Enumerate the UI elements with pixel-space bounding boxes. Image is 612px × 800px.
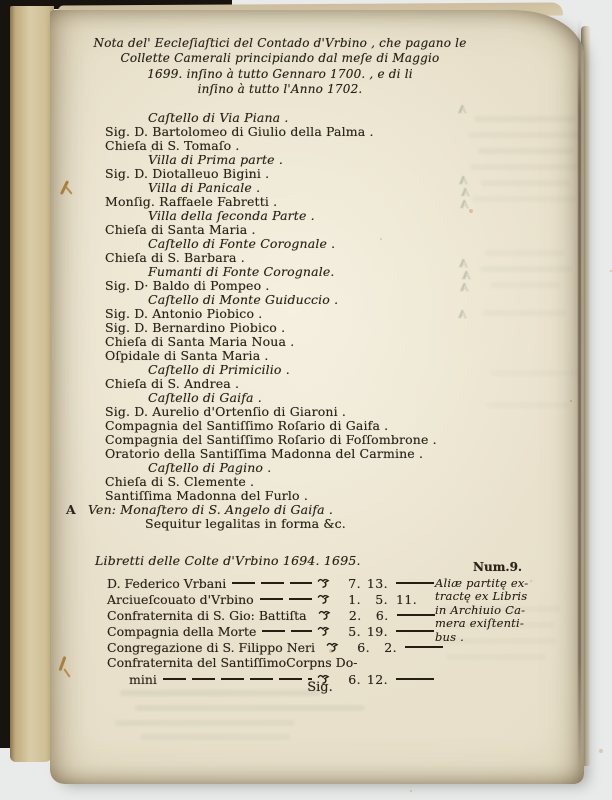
stitch-thread [63, 668, 70, 677]
table-row [107, 639, 454, 655]
scribal-flourish-icon [317, 577, 330, 589]
row-name: Confraternita del SantiſſimoCorpns Do- [107, 655, 358, 670]
note-line: tractę ex Libris [435, 589, 528, 604]
colte-section [95, 553, 455, 687]
margin-letter-a: A [66, 502, 76, 517]
list-item: Caſtello di Primicilio . [148, 362, 290, 377]
bleedthrough-a: A [459, 174, 468, 187]
list-item: Sig. D. Diotalleuo Bigini . [105, 166, 270, 181]
bleedthrough-text [140, 734, 290, 740]
heading-line: inſino à tutto l'Anno 1702. [197, 82, 363, 97]
ecclesiastici-list [88, 110, 575, 531]
note-line: Aliæ partitę ex- [435, 576, 529, 590]
amount-col-2: 19. [366, 623, 388, 639]
amount-col-1: 5. [348, 623, 361, 639]
amount-col-1: 6. [348, 671, 361, 687]
amount-col-1: 1. [348, 591, 361, 607]
leader-dashes [232, 582, 312, 585]
blank-dash [396, 630, 434, 633]
amount-col-1: 6. [357, 639, 371, 655]
table-row [107, 623, 454, 639]
bleedthrough-a: A [458, 103, 467, 116]
note-line: bus . [435, 629, 464, 644]
scribal-flourish-icon [317, 625, 330, 637]
table-row [107, 591, 454, 607]
bleedthrough-a: A [458, 308, 467, 321]
marginal-note [435, 560, 575, 644]
amount-col-2: 5. [375, 591, 388, 607]
note-line: mera exiſtenti- [435, 616, 524, 631]
list-item: Chieſa di S. Tomaſo . [105, 138, 240, 153]
book-page [50, 10, 584, 784]
list-item: Sig. D· Baldo di Pompeo . [105, 278, 270, 293]
list-item: Caſtello di Fonte Corognale . [148, 236, 336, 251]
colte-table [107, 575, 454, 655]
bleedthrough-text [115, 720, 295, 726]
row-name: Congregazione di S. Filippo Neri [107, 639, 316, 655]
list-item: Sig. D. Aurelio d'Ortenſio di Giaroni . [105, 404, 346, 419]
bleedthrough-a: A [460, 198, 469, 211]
list-item: Fumanti di Fonte Corognale. [148, 264, 335, 279]
bleedthrough-a: A [462, 269, 471, 282]
list-item: Caſtello di Monte Guiduccio . [148, 292, 339, 307]
page-stack-edge-left [10, 6, 54, 762]
list-item: Santiſſima Madonna del Furlo . [105, 488, 308, 503]
stitch-thread [65, 186, 72, 194]
page-heading [80, 36, 480, 98]
bleedthrough-text [446, 654, 546, 660]
table-row [107, 575, 454, 591]
amount-col-2: 2. [384, 639, 398, 655]
amount-col-1: 2. [348, 607, 362, 623]
list-item: Caſtello di Via Piana . [148, 110, 289, 125]
heading-line: 1699. inſino à tutto Gennaro 1700. , e di li [147, 66, 413, 81]
note-line: in Archiuio Ca- [435, 602, 526, 617]
list-item: Sequitur legalitas in forma &c. [145, 516, 346, 531]
blank-dash [397, 614, 435, 617]
list-item: Oſpidale di Santa Maria . [105, 348, 269, 363]
bleedthrough-a: A [460, 281, 469, 294]
row-name: Compagnia della Morte [107, 623, 257, 639]
list-item: Villa della ſeconda Parte . [148, 208, 315, 223]
amount-col-2: 12. [366, 671, 388, 687]
list-item: Sig. D. Bartolomeo di Giulio della Palma . [105, 124, 374, 139]
blank-dash [405, 646, 443, 649]
bleedthrough-a: A [459, 257, 468, 270]
bleedthrough-text [135, 705, 365, 711]
bleedthrough-a: A [461, 186, 470, 199]
list-item: Compagnia del Santiſſimo Roſario di Foſſombrone . [105, 432, 437, 447]
list-item: Ven: Monaſtero di S. Angelo di Gaifa . [88, 502, 334, 517]
blank-dash [396, 582, 434, 585]
row-name: Arciueſcouato d'Vrbino [107, 591, 254, 607]
list-item: Oratorio della Santiſſima Madonna del Carmine . [105, 446, 424, 461]
colte-section-title: Libretti delle Colte d'Vrbino 1694. 1695. [95, 553, 361, 568]
catchword: Sig. [307, 680, 333, 695]
list-item: Chieſa di S. Barbara . [105, 250, 245, 265]
list-item: Compagnia del Santiſſimo Roſario di Gaifa . [105, 418, 389, 433]
scribal-flourish-icon [318, 609, 331, 621]
scribal-flourish-icon [317, 593, 330, 605]
amount-col-3: 11. [396, 591, 418, 607]
row-name: D. Federico Vrbani [107, 575, 227, 591]
row-name-continued: mini [129, 671, 157, 687]
leader-dashes [260, 598, 312, 601]
amount-col-2: 6. [375, 607, 389, 623]
leader-dashes [262, 630, 312, 633]
row-name: Confraternita di S. Gio: Battiſta [107, 607, 307, 623]
blank-dash [396, 678, 434, 681]
note-body [435, 577, 575, 644]
list-item: Sig. D. Bernardino Piobico . [105, 320, 286, 335]
list-item: Villa di Prima parte . [148, 152, 283, 167]
amount-col-1: 7. [348, 575, 361, 591]
amount-col-3 [397, 646, 463, 649]
list-item: Chieſa di Santa Maria Noua . [105, 334, 295, 349]
list-item: Sig. D. Antonio Piobico . [105, 306, 263, 321]
list-item: Monſig. Raffaele Fabretti . [105, 194, 278, 209]
amount-col-2: 13. [366, 575, 388, 591]
list-item: Chieſa di Santa Maria . [105, 222, 256, 237]
list-item: Villa di Panicale . [148, 180, 261, 195]
note-heading: Num.9. [473, 560, 523, 574]
list-item: Chieſa di S. Andrea . [105, 376, 240, 391]
heading-line: Collette Camerali principiando dal meſe di Maggio [120, 51, 440, 66]
heading-line: Nota del' Eecleſiaſtici del Contado d'Vrbino , che pagano le [93, 36, 467, 50]
amount-col-3 [388, 678, 454, 681]
list-item: Chieſa di S. Clemente . [105, 474, 255, 489]
list-item: Caſtello di Pagino . [148, 460, 272, 475]
table-row [107, 607, 454, 623]
list-item: Caſtello di Gaifa . [148, 390, 262, 405]
scribal-flourish-icon [326, 641, 339, 653]
